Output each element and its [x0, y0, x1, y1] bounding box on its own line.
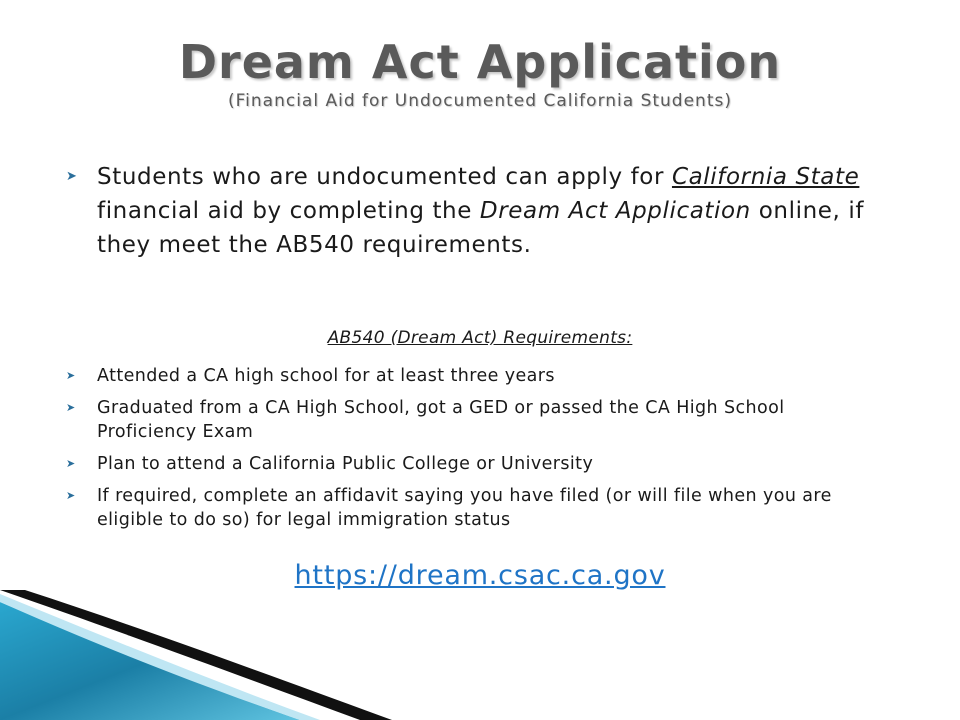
slide-title: Dream Act Application: [178, 35, 782, 89]
link-wrap: [0, 560, 960, 591]
list-item: [66, 452, 886, 476]
arrow-bullet-icon: ➤: [66, 169, 77, 184]
arrow-bullet-icon: ➤: [66, 457, 76, 470]
list-item: [66, 396, 886, 444]
requirement-text: Graduated from a CA High School, got a GED or passed the CA High School Proficiency Exam: [97, 398, 785, 442]
requirement-text: Plan to attend a California Public College or University: [97, 454, 594, 474]
requirement-text: If required, complete an affidavit saying you have filed (or will file when you are eligible to do so) for legal immigration status: [97, 486, 832, 530]
intro-paragraph: [66, 160, 866, 262]
list-item: [66, 484, 886, 532]
intro-text-california-state: California State: [671, 164, 860, 190]
slide-subtitle: (Financial Aid for Undocumented California Students): [228, 90, 732, 111]
intro-text-part3: financial aid by completing the: [97, 198, 480, 224]
arrow-bullet-icon: ➤: [66, 369, 76, 382]
intro-text-dream-act-application: Dream Act Application: [479, 198, 759, 224]
requirement-text: Attended a CA high school for at least three years: [97, 366, 555, 386]
dream-act-link[interactable]: https://dream.csac.ca.gov: [294, 560, 666, 591]
arrow-bullet-icon: ➤: [66, 489, 76, 502]
intro-text-part5: online, if they meet the AB540 requirements.: [97, 198, 865, 258]
arrow-bullet-icon: ➤: [66, 401, 76, 414]
intro-text: [97, 160, 866, 262]
list-item: [66, 364, 886, 388]
decorative-swoosh: [0, 590, 400, 720]
intro-bullet-row: [66, 160, 866, 262]
title-block: [0, 36, 960, 111]
requirements-list: [66, 364, 886, 540]
requirements-heading: AB540 (Dream Act) Requirements:: [327, 328, 633, 348]
intro-text-part1: Students who are undocumented can apply for: [97, 164, 672, 190]
